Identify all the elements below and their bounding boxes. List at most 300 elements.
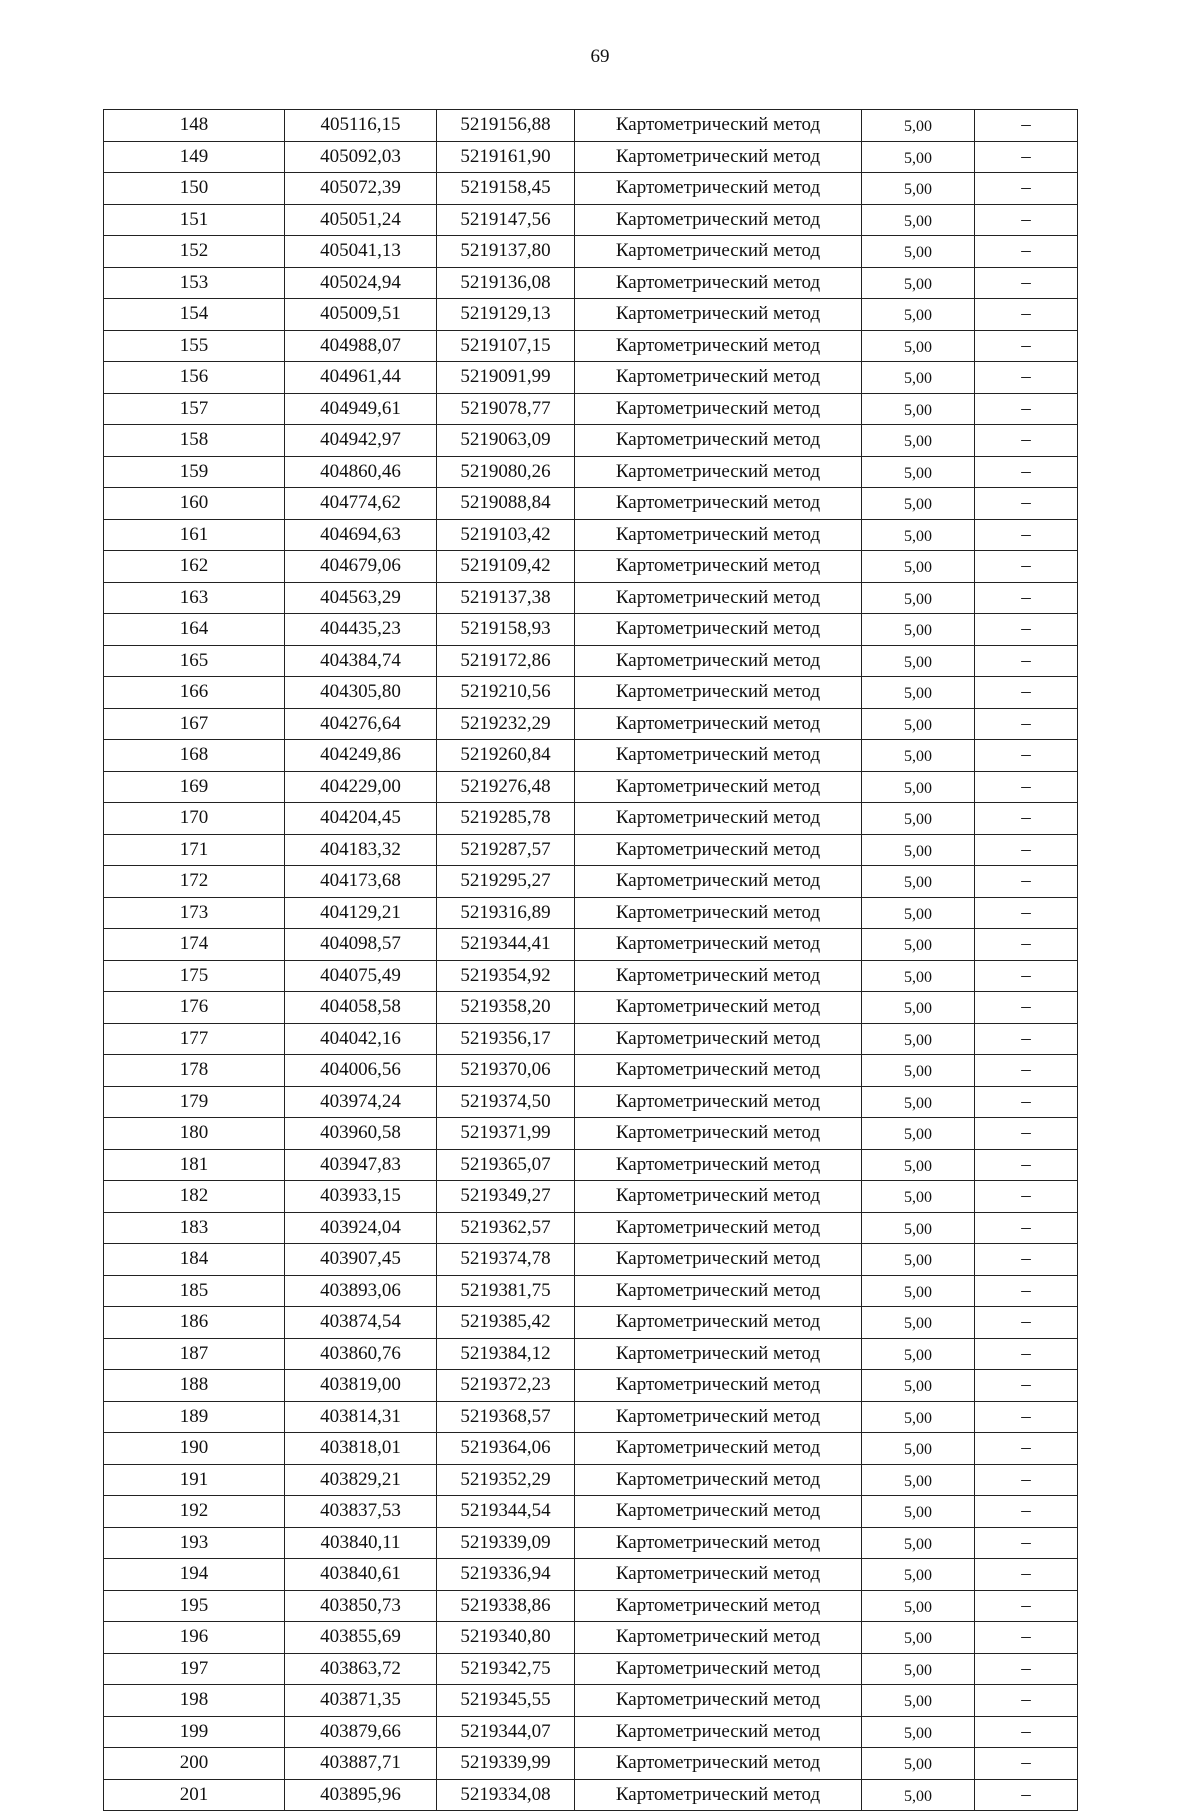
accuracy-cell: 5,00 <box>862 1212 975 1244</box>
accuracy-cell: 5,00 <box>862 645 975 677</box>
method-cell: Картометрический метод <box>575 897 862 929</box>
point-number-cell: 197 <box>104 1653 285 1685</box>
method-cell: Картометрический метод <box>575 267 862 299</box>
accuracy-cell: 5,00 <box>862 267 975 299</box>
accuracy-cell: 5,00 <box>862 1527 975 1559</box>
y-coordinate-cell: 5219260,84 <box>437 740 575 772</box>
table-row <box>104 110 1078 142</box>
point-number-cell: 185 <box>104 1275 285 1307</box>
accuracy-cell: 5,00 <box>862 708 975 740</box>
note-cell: – <box>975 1464 1078 1496</box>
point-number-cell: 175 <box>104 960 285 992</box>
y-coordinate-cell: 5219232,29 <box>437 708 575 740</box>
note-cell: – <box>975 1748 1078 1780</box>
point-number-cell: 156 <box>104 362 285 394</box>
y-coordinate-cell: 5219358,20 <box>437 992 575 1024</box>
note-cell: – <box>975 645 1078 677</box>
x-coordinate-cell: 405116,15 <box>285 110 437 142</box>
y-coordinate-cell: 5219285,78 <box>437 803 575 835</box>
x-coordinate-cell: 403840,61 <box>285 1559 437 1591</box>
y-coordinate-cell: 5219295,27 <box>437 866 575 898</box>
accuracy-cell: 5,00 <box>862 582 975 614</box>
method-cell: Картометрический метод <box>575 425 862 457</box>
point-number-cell: 163 <box>104 582 285 614</box>
accuracy-cell: 5,00 <box>862 1685 975 1717</box>
table-row <box>104 1527 1078 1559</box>
x-coordinate-cell: 404305,80 <box>285 677 437 709</box>
accuracy-cell: 5,00 <box>862 929 975 961</box>
y-coordinate-cell: 5219381,75 <box>437 1275 575 1307</box>
x-coordinate-cell: 404249,86 <box>285 740 437 772</box>
accuracy-cell: 5,00 <box>862 1653 975 1685</box>
method-cell: Картометрический метод <box>575 1559 862 1591</box>
method-cell: Картометрический метод <box>575 1464 862 1496</box>
table-row <box>104 1748 1078 1780</box>
point-number-cell: 149 <box>104 141 285 173</box>
x-coordinate-cell: 403819,00 <box>285 1370 437 1402</box>
y-coordinate-cell: 5219156,88 <box>437 110 575 142</box>
method-cell: Картометрический метод <box>575 173 862 205</box>
note-cell: – <box>975 1433 1078 1465</box>
x-coordinate-cell: 404679,06 <box>285 551 437 583</box>
accuracy-cell: 5,00 <box>862 1748 975 1780</box>
accuracy-cell: 5,00 <box>862 803 975 835</box>
x-coordinate-cell: 403893,06 <box>285 1275 437 1307</box>
accuracy-cell: 5,00 <box>862 1307 975 1339</box>
method-cell: Картометрический метод <box>575 1023 862 1055</box>
accuracy-cell: 5,00 <box>862 299 975 331</box>
x-coordinate-cell: 405051,24 <box>285 204 437 236</box>
table-row <box>104 1023 1078 1055</box>
x-coordinate-cell: 405092,03 <box>285 141 437 173</box>
table-row <box>104 582 1078 614</box>
accuracy-cell: 5,00 <box>862 110 975 142</box>
point-number-cell: 179 <box>104 1086 285 1118</box>
y-coordinate-cell: 5219345,55 <box>437 1685 575 1717</box>
page-number: 69 <box>590 46 610 67</box>
table-row <box>104 519 1078 551</box>
note-cell: – <box>975 1401 1078 1433</box>
y-coordinate-cell: 5219356,17 <box>437 1023 575 1055</box>
x-coordinate-cell: 404694,63 <box>285 519 437 551</box>
table-row <box>104 141 1078 173</box>
note-cell: – <box>975 267 1078 299</box>
y-coordinate-cell: 5219172,86 <box>437 645 575 677</box>
y-coordinate-cell: 5219364,06 <box>437 1433 575 1465</box>
point-number-cell: 158 <box>104 425 285 457</box>
method-cell: Картометрический метод <box>575 1055 862 1087</box>
x-coordinate-cell: 403933,15 <box>285 1181 437 1213</box>
method-cell: Картометрический метод <box>575 771 862 803</box>
accuracy-cell: 5,00 <box>862 771 975 803</box>
point-number-cell: 199 <box>104 1716 285 1748</box>
table-row <box>104 992 1078 1024</box>
table-row <box>104 1590 1078 1622</box>
method-cell: Картометрический метод <box>575 582 862 614</box>
method-cell: Картометрический метод <box>575 236 862 268</box>
y-coordinate-cell: 5219344,07 <box>437 1716 575 1748</box>
table-row <box>104 299 1078 331</box>
x-coordinate-cell: 404042,16 <box>285 1023 437 1055</box>
note-cell: – <box>975 141 1078 173</box>
y-coordinate-cell: 5219334,08 <box>437 1779 575 1811</box>
point-number-cell: 168 <box>104 740 285 772</box>
y-coordinate-cell: 5219342,75 <box>437 1653 575 1685</box>
x-coordinate-cell: 404949,61 <box>285 393 437 425</box>
point-number-cell: 184 <box>104 1244 285 1276</box>
table-row <box>104 866 1078 898</box>
accuracy-cell: 5,00 <box>862 1086 975 1118</box>
x-coordinate-cell: 403907,45 <box>285 1244 437 1276</box>
note-cell: – <box>975 1496 1078 1528</box>
note-cell: – <box>975 330 1078 362</box>
method-cell: Картометрический метод <box>575 1496 862 1528</box>
y-coordinate-cell: 5219276,48 <box>437 771 575 803</box>
point-number-cell: 195 <box>104 1590 285 1622</box>
table-row <box>104 330 1078 362</box>
x-coordinate-cell: 403974,24 <box>285 1086 437 1118</box>
y-coordinate-cell: 5219352,29 <box>437 1464 575 1496</box>
method-cell: Картометрический метод <box>575 110 862 142</box>
accuracy-cell: 5,00 <box>862 1622 975 1654</box>
y-coordinate-cell: 5219365,07 <box>437 1149 575 1181</box>
point-number-cell: 190 <box>104 1433 285 1465</box>
note-cell: – <box>975 1716 1078 1748</box>
point-number-cell: 183 <box>104 1212 285 1244</box>
point-number-cell: 159 <box>104 456 285 488</box>
method-cell: Картометрический метод <box>575 677 862 709</box>
note-cell: – <box>975 1338 1078 1370</box>
method-cell: Картометрический метод <box>575 393 862 425</box>
accuracy-cell: 5,00 <box>862 1275 975 1307</box>
point-number-cell: 172 <box>104 866 285 898</box>
method-cell: Картометрический метод <box>575 488 862 520</box>
x-coordinate-cell: 404942,97 <box>285 425 437 457</box>
method-cell: Картометрический метод <box>575 1748 862 1780</box>
point-number-cell: 193 <box>104 1527 285 1559</box>
point-number-cell: 187 <box>104 1338 285 1370</box>
note-cell: – <box>975 960 1078 992</box>
y-coordinate-cell: 5219103,42 <box>437 519 575 551</box>
note-cell: – <box>975 362 1078 394</box>
table-row <box>104 1181 1078 1213</box>
method-cell: Картометрический метод <box>575 1590 862 1622</box>
note-cell: – <box>975 1370 1078 1402</box>
note-cell: – <box>975 582 1078 614</box>
note-cell: – <box>975 110 1078 142</box>
method-cell: Картометрический метод <box>575 929 862 961</box>
x-coordinate-cell: 403840,11 <box>285 1527 437 1559</box>
table-row <box>104 1622 1078 1654</box>
note-cell: – <box>975 204 1078 236</box>
point-number-cell: 166 <box>104 677 285 709</box>
point-number-cell: 151 <box>104 204 285 236</box>
note-cell: – <box>975 488 1078 520</box>
note-cell: – <box>975 1149 1078 1181</box>
note-cell: – <box>975 834 1078 866</box>
x-coordinate-cell: 403860,76 <box>285 1338 437 1370</box>
note-cell: – <box>975 1653 1078 1685</box>
note-cell: – <box>975 1118 1078 1150</box>
y-coordinate-cell: 5219063,09 <box>437 425 575 457</box>
x-coordinate-cell: 403947,83 <box>285 1149 437 1181</box>
accuracy-cell: 5,00 <box>862 1181 975 1213</box>
y-coordinate-cell: 5219338,86 <box>437 1590 575 1622</box>
method-cell: Картометрический метод <box>575 960 862 992</box>
x-coordinate-cell: 403924,04 <box>285 1212 437 1244</box>
table-row <box>104 677 1078 709</box>
table-row <box>104 614 1078 646</box>
table-row <box>104 362 1078 394</box>
x-coordinate-cell: 403895,96 <box>285 1779 437 1811</box>
method-cell: Картометрический метод <box>575 1401 862 1433</box>
accuracy-cell: 5,00 <box>862 1023 975 1055</box>
point-number-cell: 188 <box>104 1370 285 1402</box>
table-row <box>104 393 1078 425</box>
accuracy-cell: 5,00 <box>862 236 975 268</box>
accuracy-cell: 5,00 <box>862 1338 975 1370</box>
accuracy-cell: 5,00 <box>862 1433 975 1465</box>
point-number-cell: 192 <box>104 1496 285 1528</box>
point-number-cell: 189 <box>104 1401 285 1433</box>
x-coordinate-cell: 405041,13 <box>285 236 437 268</box>
note-cell: – <box>975 1779 1078 1811</box>
method-cell: Картометрический метод <box>575 992 862 1024</box>
y-coordinate-cell: 5219088,84 <box>437 488 575 520</box>
y-coordinate-cell: 5219147,56 <box>437 204 575 236</box>
point-number-cell: 198 <box>104 1685 285 1717</box>
y-coordinate-cell: 5219385,42 <box>437 1307 575 1339</box>
point-number-cell: 150 <box>104 173 285 205</box>
table-row <box>104 929 1078 961</box>
point-number-cell: 157 <box>104 393 285 425</box>
method-cell: Картометрический метод <box>575 1527 862 1559</box>
note-cell: – <box>975 456 1078 488</box>
y-coordinate-cell: 5219344,41 <box>437 929 575 961</box>
point-number-cell: 154 <box>104 299 285 331</box>
accuracy-cell: 5,00 <box>862 1401 975 1433</box>
point-number-cell: 152 <box>104 236 285 268</box>
method-cell: Картометрический метод <box>575 803 862 835</box>
table-row <box>104 204 1078 236</box>
accuracy-cell: 5,00 <box>862 897 975 929</box>
accuracy-cell: 5,00 <box>862 834 975 866</box>
note-cell: – <box>975 393 1078 425</box>
table-row <box>104 1779 1078 1811</box>
table-row <box>104 1212 1078 1244</box>
x-coordinate-cell: 404129,21 <box>285 897 437 929</box>
method-cell: Картометрический метод <box>575 362 862 394</box>
y-coordinate-cell: 5219316,89 <box>437 897 575 929</box>
accuracy-cell: 5,00 <box>862 488 975 520</box>
table-row <box>104 771 1078 803</box>
y-coordinate-cell: 5219109,42 <box>437 551 575 583</box>
y-coordinate-cell: 5219344,54 <box>437 1496 575 1528</box>
point-number-cell: 160 <box>104 488 285 520</box>
accuracy-cell: 5,00 <box>862 456 975 488</box>
note-cell: – <box>975 1307 1078 1339</box>
note-cell: – <box>975 771 1078 803</box>
table-row <box>104 236 1078 268</box>
method-cell: Картометрический метод <box>575 1149 862 1181</box>
accuracy-cell: 5,00 <box>862 551 975 583</box>
method-cell: Картометрический метод <box>575 1622 862 1654</box>
x-coordinate-cell: 404173,68 <box>285 866 437 898</box>
note-cell: – <box>975 1086 1078 1118</box>
method-cell: Картометрический метод <box>575 1086 862 1118</box>
note-cell: – <box>975 1685 1078 1717</box>
y-coordinate-cell: 5219078,77 <box>437 393 575 425</box>
y-coordinate-cell: 5219137,38 <box>437 582 575 614</box>
accuracy-cell: 5,00 <box>862 1590 975 1622</box>
note-cell: – <box>975 299 1078 331</box>
table-row <box>104 1496 1078 1528</box>
accuracy-cell: 5,00 <box>862 1149 975 1181</box>
method-cell: Картометрический метод <box>575 519 862 551</box>
accuracy-cell: 5,00 <box>862 960 975 992</box>
note-cell: – <box>975 1590 1078 1622</box>
x-coordinate-cell: 405009,51 <box>285 299 437 331</box>
coordinates-table-body <box>104 110 1078 1811</box>
accuracy-cell: 5,00 <box>862 393 975 425</box>
note-cell: – <box>975 1559 1078 1591</box>
point-number-cell: 153 <box>104 267 285 299</box>
accuracy-cell: 5,00 <box>862 204 975 236</box>
table-row <box>104 551 1078 583</box>
note-cell: – <box>975 1622 1078 1654</box>
x-coordinate-cell: 403837,53 <box>285 1496 437 1528</box>
note-cell: – <box>975 1275 1078 1307</box>
note-cell: – <box>975 551 1078 583</box>
accuracy-cell: 5,00 <box>862 330 975 362</box>
table-row <box>104 1464 1078 1496</box>
method-cell: Картометрический метод <box>575 1275 862 1307</box>
y-coordinate-cell: 5219371,99 <box>437 1118 575 1150</box>
note-cell: – <box>975 1527 1078 1559</box>
accuracy-cell: 5,00 <box>862 1118 975 1150</box>
y-coordinate-cell: 5219210,56 <box>437 677 575 709</box>
table-row <box>104 267 1078 299</box>
y-coordinate-cell: 5219339,09 <box>437 1527 575 1559</box>
method-cell: Картометрический метод <box>575 740 862 772</box>
note-cell: – <box>975 708 1078 740</box>
note-cell: – <box>975 677 1078 709</box>
method-cell: Картометрический метод <box>575 866 862 898</box>
note-cell: – <box>975 1212 1078 1244</box>
x-coordinate-cell: 404098,57 <box>285 929 437 961</box>
note-cell: – <box>975 740 1078 772</box>
table-row <box>104 1244 1078 1276</box>
table-row <box>104 1307 1078 1339</box>
y-coordinate-cell: 5219136,08 <box>437 267 575 299</box>
point-number-cell: 200 <box>104 1748 285 1780</box>
method-cell: Картометрический метод <box>575 645 862 677</box>
x-coordinate-cell: 403829,21 <box>285 1464 437 1496</box>
method-cell: Картометрический метод <box>575 1244 862 1276</box>
y-coordinate-cell: 5219287,57 <box>437 834 575 866</box>
point-number-cell: 170 <box>104 803 285 835</box>
table-row <box>104 1149 1078 1181</box>
point-number-cell: 173 <box>104 897 285 929</box>
x-coordinate-cell: 403887,71 <box>285 1748 437 1780</box>
point-number-cell: 176 <box>104 992 285 1024</box>
y-coordinate-cell: 5219362,57 <box>437 1212 575 1244</box>
table-row <box>104 1653 1078 1685</box>
y-coordinate-cell: 5219080,26 <box>437 456 575 488</box>
method-cell: Картометрический метод <box>575 141 862 173</box>
accuracy-cell: 5,00 <box>862 1496 975 1528</box>
table-row <box>104 1559 1078 1591</box>
x-coordinate-cell: 404058,58 <box>285 992 437 1024</box>
x-coordinate-cell: 404006,56 <box>285 1055 437 1087</box>
y-coordinate-cell: 5219339,99 <box>437 1748 575 1780</box>
note-cell: – <box>975 929 1078 961</box>
point-number-cell: 191 <box>104 1464 285 1496</box>
point-number-cell: 181 <box>104 1149 285 1181</box>
point-number-cell: 148 <box>104 110 285 142</box>
y-coordinate-cell: 5219374,50 <box>437 1086 575 1118</box>
x-coordinate-cell: 404384,74 <box>285 645 437 677</box>
note-cell: – <box>975 992 1078 1024</box>
y-coordinate-cell: 5219374,78 <box>437 1244 575 1276</box>
y-coordinate-cell: 5219349,27 <box>437 1181 575 1213</box>
method-cell: Картометрический метод <box>575 1433 862 1465</box>
y-coordinate-cell: 5219336,94 <box>437 1559 575 1591</box>
accuracy-cell: 5,00 <box>862 1244 975 1276</box>
y-coordinate-cell: 5219372,23 <box>437 1370 575 1402</box>
y-coordinate-cell: 5219370,06 <box>437 1055 575 1087</box>
method-cell: Картометрический метод <box>575 299 862 331</box>
table-row <box>104 1086 1078 1118</box>
method-cell: Картометрический метод <box>575 1779 862 1811</box>
coordinates-table <box>103 109 1078 1811</box>
x-coordinate-cell: 405024,94 <box>285 267 437 299</box>
y-coordinate-cell: 5219384,12 <box>437 1338 575 1370</box>
x-coordinate-cell: 404183,32 <box>285 834 437 866</box>
table-row <box>104 173 1078 205</box>
point-number-cell: 165 <box>104 645 285 677</box>
point-number-cell: 169 <box>104 771 285 803</box>
x-coordinate-cell: 404075,49 <box>285 960 437 992</box>
note-cell: – <box>975 614 1078 646</box>
accuracy-cell: 5,00 <box>862 1055 975 1087</box>
point-number-cell: 155 <box>104 330 285 362</box>
accuracy-cell: 5,00 <box>862 362 975 394</box>
table-row <box>104 1685 1078 1717</box>
accuracy-cell: 5,00 <box>862 866 975 898</box>
x-coordinate-cell: 403814,31 <box>285 1401 437 1433</box>
table-row <box>104 834 1078 866</box>
table-row <box>104 488 1078 520</box>
note-cell: – <box>975 1181 1078 1213</box>
x-coordinate-cell: 404276,64 <box>285 708 437 740</box>
table-row <box>104 1370 1078 1402</box>
note-cell: – <box>975 519 1078 551</box>
y-coordinate-cell: 5219354,92 <box>437 960 575 992</box>
accuracy-cell: 5,00 <box>862 1716 975 1748</box>
x-coordinate-cell: 403863,72 <box>285 1653 437 1685</box>
table-row <box>104 960 1078 992</box>
note-cell: – <box>975 425 1078 457</box>
note-cell: – <box>975 173 1078 205</box>
table-row <box>104 803 1078 835</box>
point-number-cell: 167 <box>104 708 285 740</box>
method-cell: Картометрический метод <box>575 614 862 646</box>
accuracy-cell: 5,00 <box>862 614 975 646</box>
note-cell: – <box>975 897 1078 929</box>
accuracy-cell: 5,00 <box>862 677 975 709</box>
method-cell: Картометрический метод <box>575 834 862 866</box>
